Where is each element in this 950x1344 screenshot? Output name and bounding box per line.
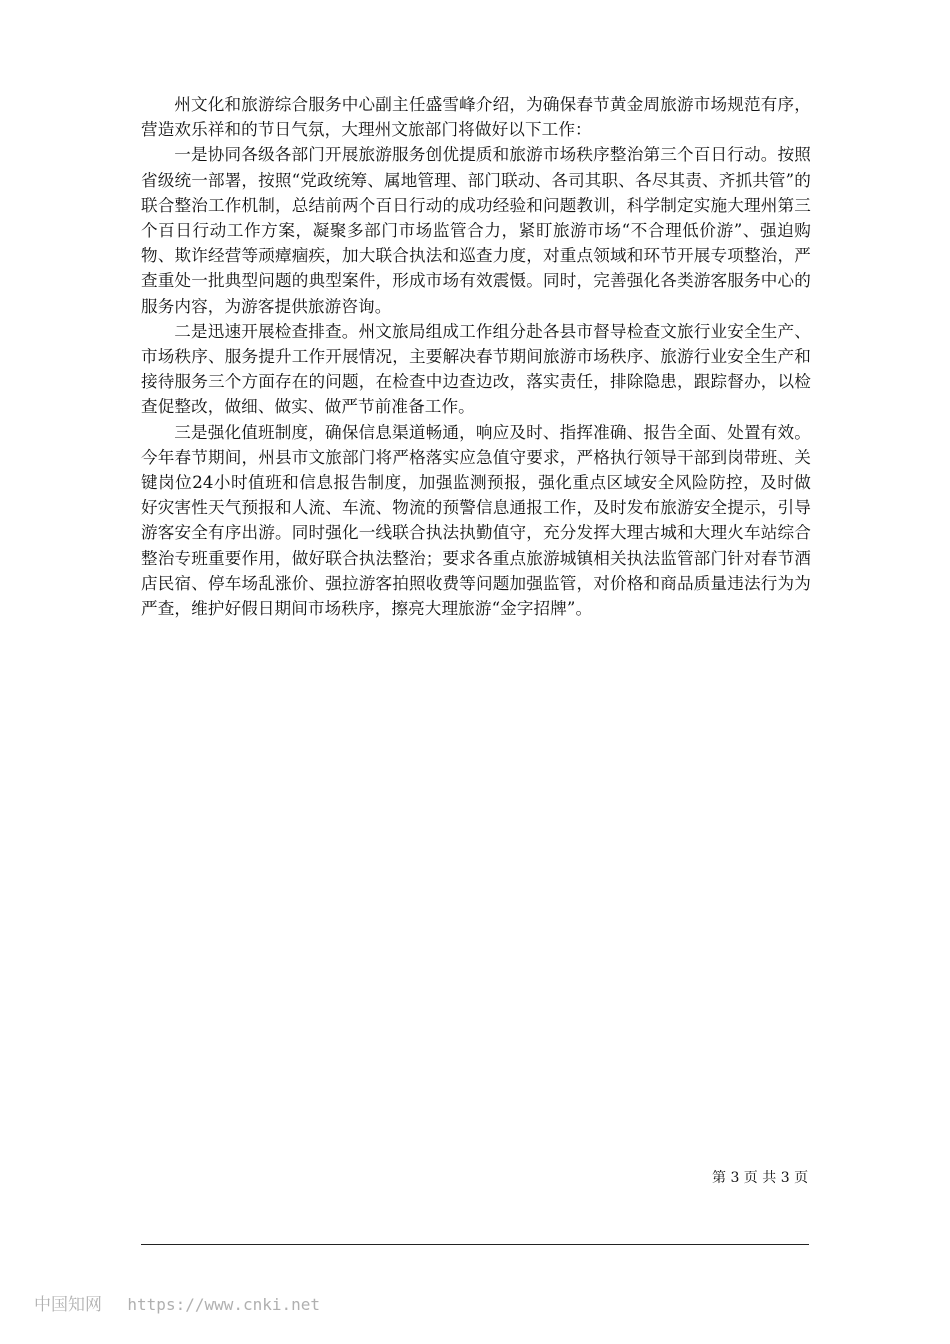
intro-paragraph: 州文化和旅游综合服务中心副主任盛雪峰介绍，为确保春节黄金周旅游市场规范有序，营造欢乐祥和的节日气氛，大理州文旅部门将做好以下工作： [141, 95, 811, 140]
footer-divider [141, 1244, 809, 1245]
watermark-logo-text: 中国知网 [34, 1295, 102, 1315]
page-number: 第 3 页 共 3 页 [712, 1170, 809, 1186]
measure-three-paragraph: 三是强化值班制度，确保信息渠道畅通，响应及时、指挥准确、报告全面、处置有效。今年春节期间，州县市文旅部门将严格落实应急值守要求，严格执行领导干部到岗带班、关键岗位24小时值班和信息报告制度，加强监测预报，强化重点区域安全风险防控，及时做好灾害性天气预报和人流、车流、物流的预警信息通报工作，及时发布旅游安全提示，引导游客安全有序出游。同时强化一线联合执法执勤值守，充分发挥大理古城和大理火车站综合整治专班重要作用，做好联合执法整治；要求各重点旅游城镇相关执法监管部门针对春节酒店民宿、停车场乱涨价、强拉游客拍照收费等问题加强监管，对价格和商品质量违法行为为严查，维护好假日期间市场秩序，擦亮大理旅游“金字招牌”。 [141, 422, 811, 619]
measure-one-paragraph: 一是协同各级各部门开展旅游服务创优提质和旅游市场秩序整治第三个百日行动。按照省级统一部署，按照“党政统筹、属地管理、部门联动、各司其职、各尽其责、齐抓共管”的联合整治工作机制，总结前两个百日行动的成功经验和问题教训，科学制定实施大理州第三个百日行动工作方案，凝聚多部门市场监管合力，紧盯旅游市场“不合理低价游”、强迫购物、欺诈经营等顽瘴痼疾，加大联合执法和巡查力度，对重点领域和环节开展专项整治，严查重处一批典型问题的典型案件，形成市场有效震慑。同时，完善强化各类游客服务中心的服务内容，为游客提供旅游咨询。 [141, 145, 811, 316]
watermark-url: https://www.cnki.net [127, 1295, 321, 1314]
cnki-watermark [34, 1293, 320, 1317]
measure-two-paragraph: 二是迅速开展检查排查。州文旅局组成工作组分赴各县市督导检查文旅行业安全生产、市场秩序、服务提升工作开展情况，主要解决春节期间旅游市场秩序、旅游行业安全生产和接待服务三个方面存在的问题，在检查中边查边改，落实责任，排除隐患，跟踪督办，以检查促整改，做细、做实、做严节前准备工作。 [141, 321, 811, 417]
article-body [141, 92, 811, 621]
